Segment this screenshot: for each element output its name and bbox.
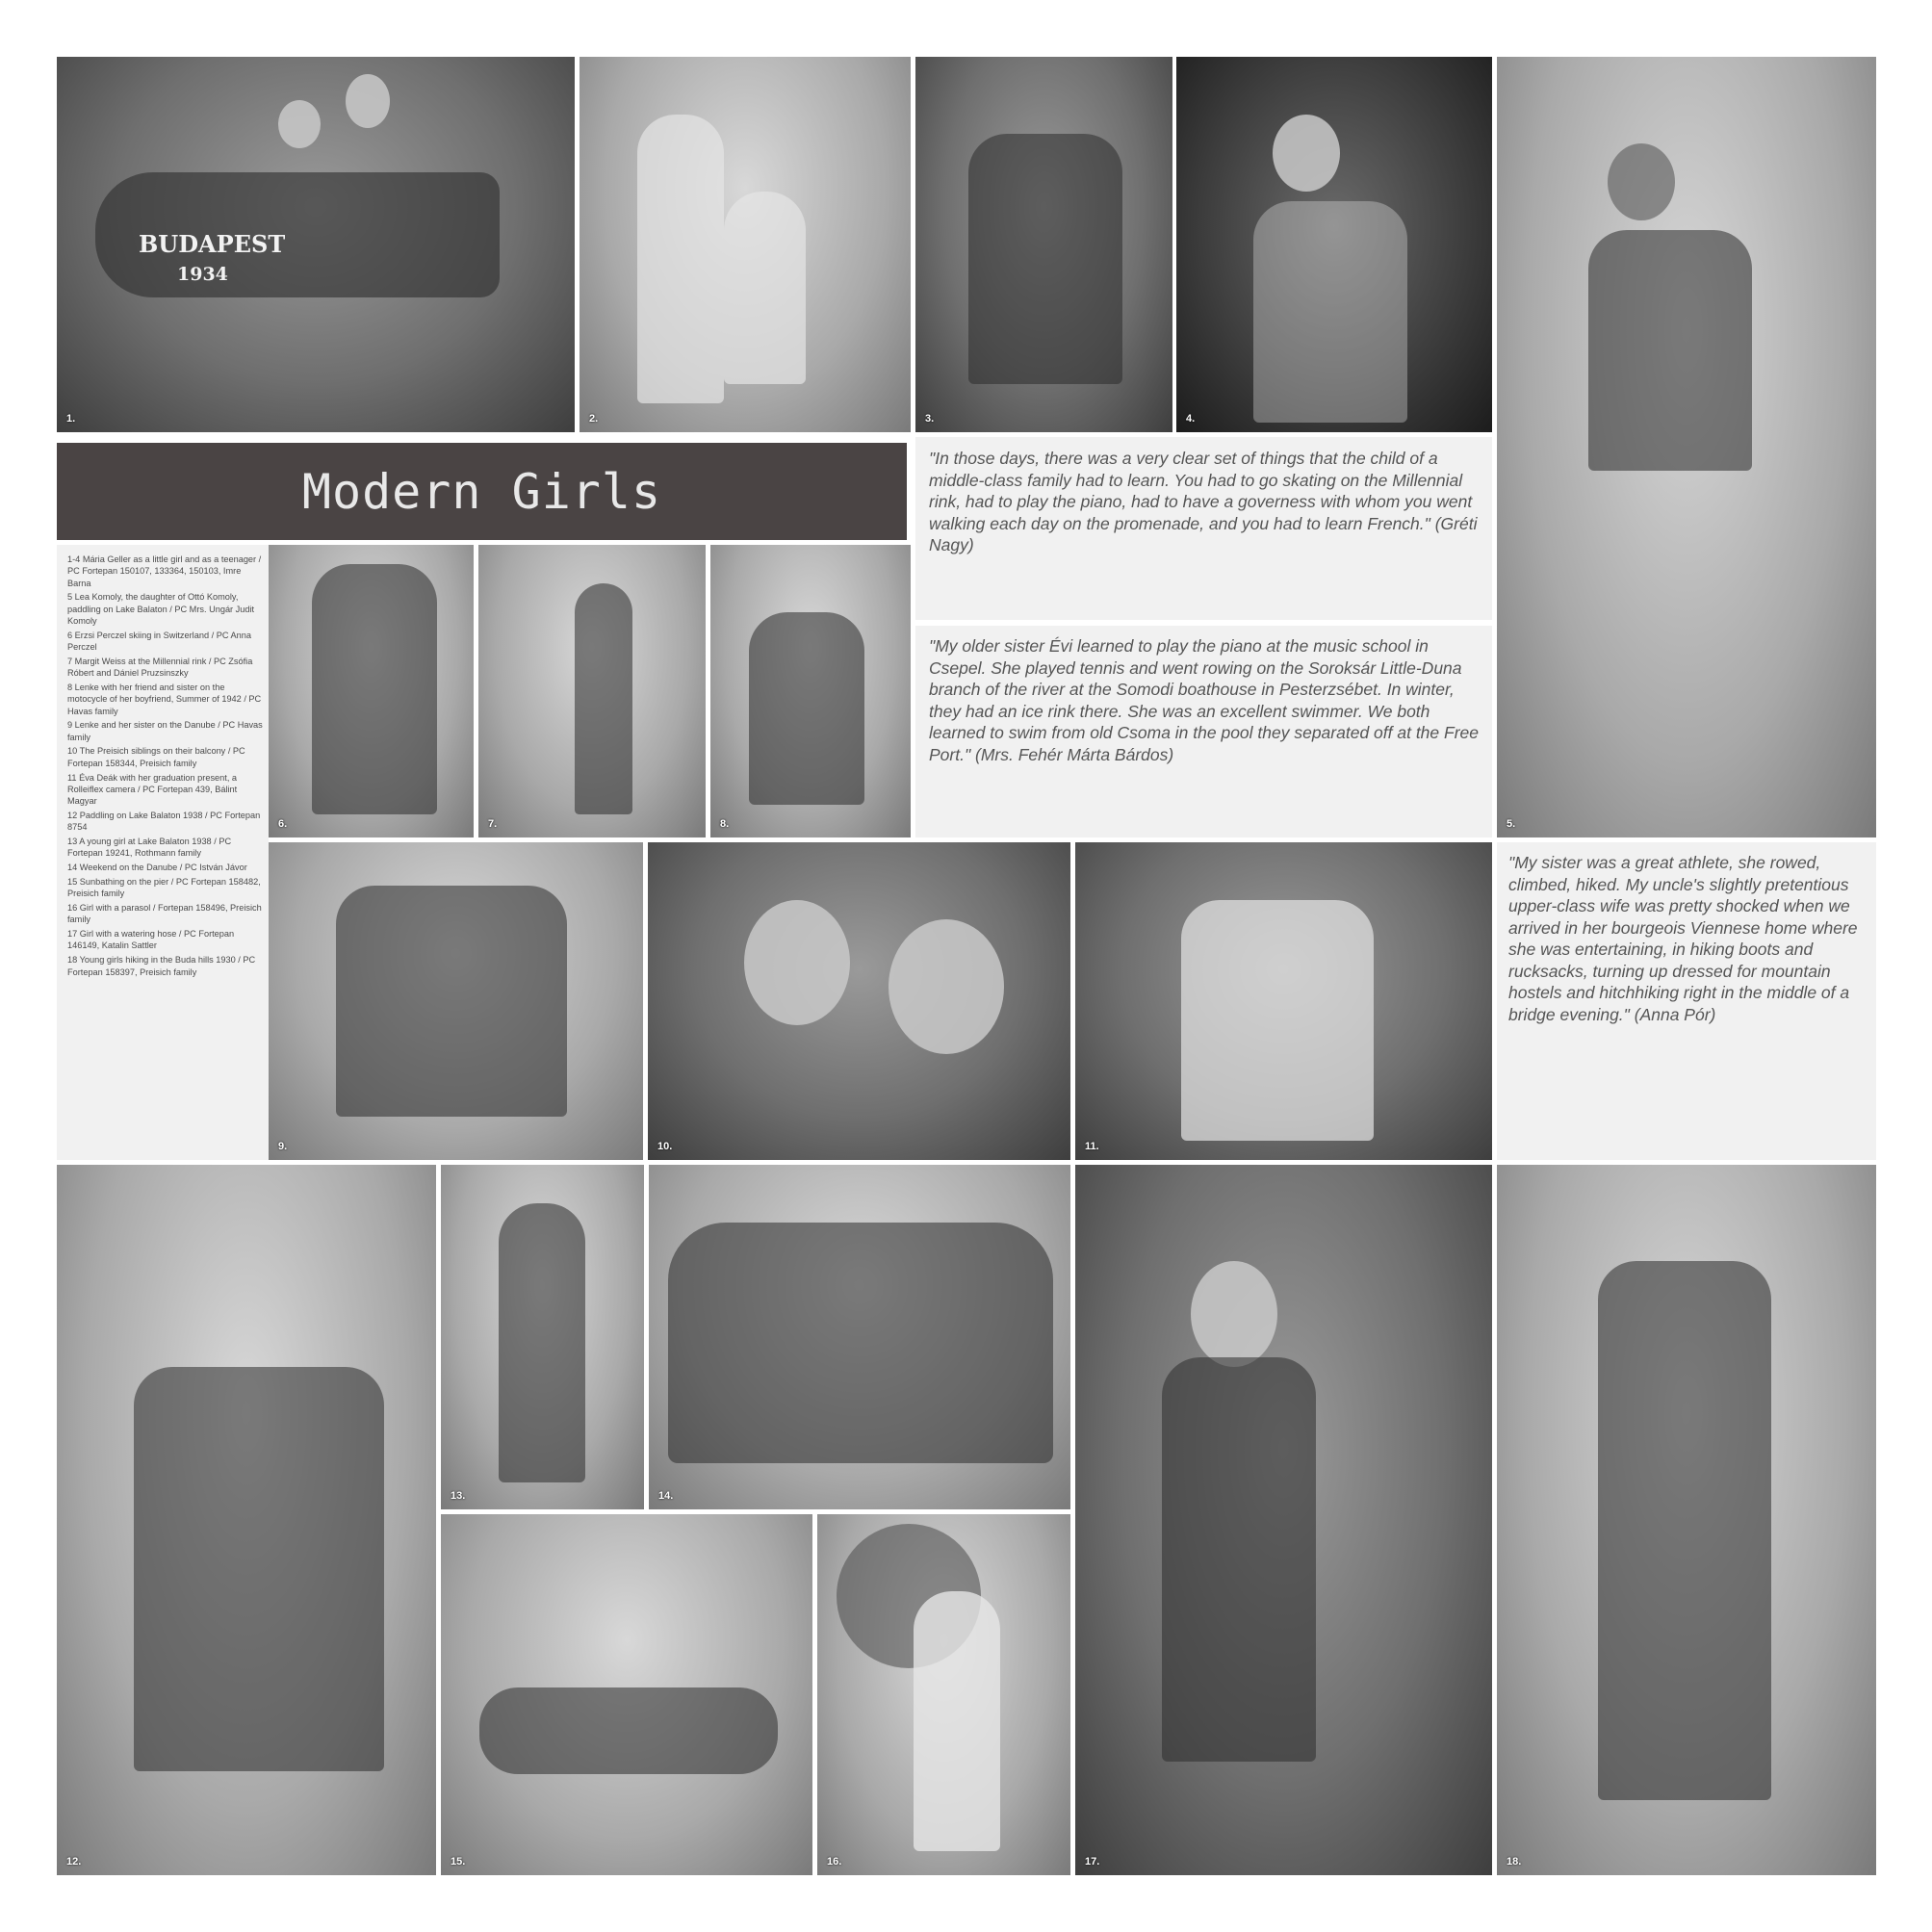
credit-item: 11 Éva Deák with her graduation present, a Rolleiflex camera / PC Fortepan 439, Bálint Magyar: [67, 772, 238, 807]
photo-3: [915, 57, 1172, 432]
credit-item: 5 Lea Komoly, the daughter of Ottó Komoly, paddling on Lake Balaton / PC Mrs. Ungár Judit Komoly: [67, 592, 255, 626]
photo-number: 6.: [278, 818, 288, 830]
photographer-figure: [134, 1367, 384, 1771]
photo-18: [1497, 1165, 1876, 1875]
photo-number: 17.: [1085, 1856, 1100, 1868]
credit-item: 17 Girl with a watering hose / PC Fortepan 146149, Katalin Sattler: [67, 929, 235, 951]
plane-text: BUDAPEST: [139, 230, 286, 258]
motorcycle-group-figure: [749, 612, 864, 805]
tennis-man-figure: [637, 115, 724, 403]
photo-number: 13.: [451, 1490, 466, 1502]
reader-head: [1273, 115, 1340, 192]
hose-girl-figure: [1162, 1357, 1316, 1762]
photo-5: [1497, 57, 1876, 837]
photo-12: [57, 1165, 436, 1875]
man-head: [346, 74, 390, 128]
photo-number: 15.: [451, 1856, 466, 1868]
credit-item: 14 Weekend on the Danube / PC István Jávor: [67, 863, 247, 873]
hose-girl-head: [1191, 1261, 1277, 1367]
photo-number: 14.: [658, 1490, 674, 1502]
photo-number: 4.: [1186, 413, 1196, 425]
photo-number: 10.: [657, 1141, 673, 1152]
photo-16: [817, 1514, 1070, 1875]
credit-item: 9 Lenke and her sister on the Danube / PC Havas family: [67, 720, 263, 742]
rower-figure: [1588, 230, 1752, 471]
photo-number: 8.: [720, 818, 730, 830]
photo-11: [1075, 842, 1492, 1160]
photo-number: 2.: [589, 413, 599, 425]
photo-4: [1176, 57, 1492, 432]
photo-credits: [67, 554, 265, 980]
skier-figure: [312, 564, 437, 814]
quote-1: "In those days, there was a very clear set of things that the child of a middle-class family had to learn. You had to go skating on the Millennial rink, had to play the piano, had to have a governess with whom you went walking each day on the promenade, and you had to learn French." (Gréti Nagy): [929, 449, 1478, 554]
swimmers-group-figure: [668, 1223, 1053, 1463]
tennis-girl-figure: [724, 192, 806, 384]
photo-number: 5.: [1507, 818, 1516, 830]
two-women-figures: [1181, 900, 1374, 1141]
photo-number: 16.: [827, 1856, 842, 1868]
credit-item: 10 The Preisich siblings on their balcony / PC Fortepan 158344, Preisich family: [67, 746, 245, 768]
credit-item: 13 A young girl at Lake Balaton 1938 / PC Fortepan 19241, Rothmann family: [67, 837, 232, 859]
sunbather-figure: [479, 1687, 778, 1774]
credit-item: 8 Lenke with her friend and sister on the motocycle of her boyfriend, Summer of 1942 / PC Havas family: [67, 682, 262, 716]
sibling-head-2: [889, 919, 1004, 1054]
girls-on-motorcycle: [336, 886, 567, 1117]
title-bar: [57, 443, 907, 540]
photo-13: [441, 1165, 644, 1509]
photo-17: [1075, 1165, 1492, 1875]
photo-9: [269, 842, 643, 1160]
credit-item: 7 Margit Weiss at the Millennial rink / PC Zsófia Róbert and Dániel Pruzsinszky: [67, 656, 253, 679]
skater-figure: [575, 583, 632, 814]
credit-item: 1-4 Mária Geller as a little girl and as a teenager / PC Fortepan 150107, 133364, 150103, Imre Barna: [67, 554, 262, 588]
credit-item: 12 Paddling on Lake Balaton 1938 / PC Fortepan 8754: [67, 810, 261, 833]
quote-2: "My older sister Évi learned to play the piano at the music school in Csepel. She played tennis and went rowing on the Soroksár Little-Duna branch of the river at the Somodi boathouse in Pesterzsébet. In winter, they had an ice rink there. She was an excellent swimmer. We both learned to swim from old Csoma in the pool they separated off at the Free Port." (Mrs. Fehér Márta Bárdos): [929, 636, 1479, 764]
girl-head: [278, 100, 321, 148]
credit-item: 15 Sunbathing on the pier / PC Fortepan 158482, Preisich family: [67, 876, 261, 899]
photo-number: 7.: [488, 818, 498, 830]
hikers-figures: [1598, 1261, 1771, 1800]
photo-10: [648, 842, 1070, 1160]
photo-6: [269, 545, 474, 837]
photo-8: [710, 545, 911, 837]
lake-girl-figure: [499, 1203, 585, 1482]
family-figures: [968, 134, 1122, 384]
credit-item: 18 Young girls hiking in the Buda hills 1930 / PC Fortepan 158397, Preisich family: [67, 955, 256, 977]
photo-14: [649, 1165, 1070, 1509]
photo-7: [478, 545, 706, 837]
page-title: Modern Girls: [301, 464, 662, 520]
rower-head: [1608, 143, 1675, 220]
photo-number: 9.: [278, 1141, 288, 1152]
photo-number: 12.: [66, 1856, 82, 1868]
credit-item: 16 Girl with a parasol / Fortepan 158496, Preisich family: [67, 903, 262, 925]
photo-15: [441, 1514, 812, 1875]
photo-number: 1.: [66, 413, 76, 425]
photo-1: [57, 57, 575, 432]
parasol-girl-figure: [914, 1591, 1000, 1851]
photo-number: 11.: [1085, 1141, 1099, 1152]
sibling-head-1: [744, 900, 850, 1025]
credit-item: 6 Erzsi Perczel skiing in Switzerland / PC Anna Perczel: [67, 630, 251, 653]
quote-3: "My sister was a great athlete, she rowed, climbed, hiked. My uncle's slightly pretentious upper-class wife was pretty shocked when we arrived in her bourgeois Viennese home where she was entertaining, in hiking boots and rucksacks, turning up dressed for mountain hostels and hitchhiking right in the middle of a bridge evening." (Anna Pór): [1508, 853, 1858, 1024]
photo-number: 18.: [1507, 1856, 1522, 1868]
photo-2: [580, 57, 911, 432]
reader-figure: [1253, 201, 1407, 423]
photo-number: 3.: [925, 413, 935, 425]
plane-year: 1934: [177, 264, 228, 285]
